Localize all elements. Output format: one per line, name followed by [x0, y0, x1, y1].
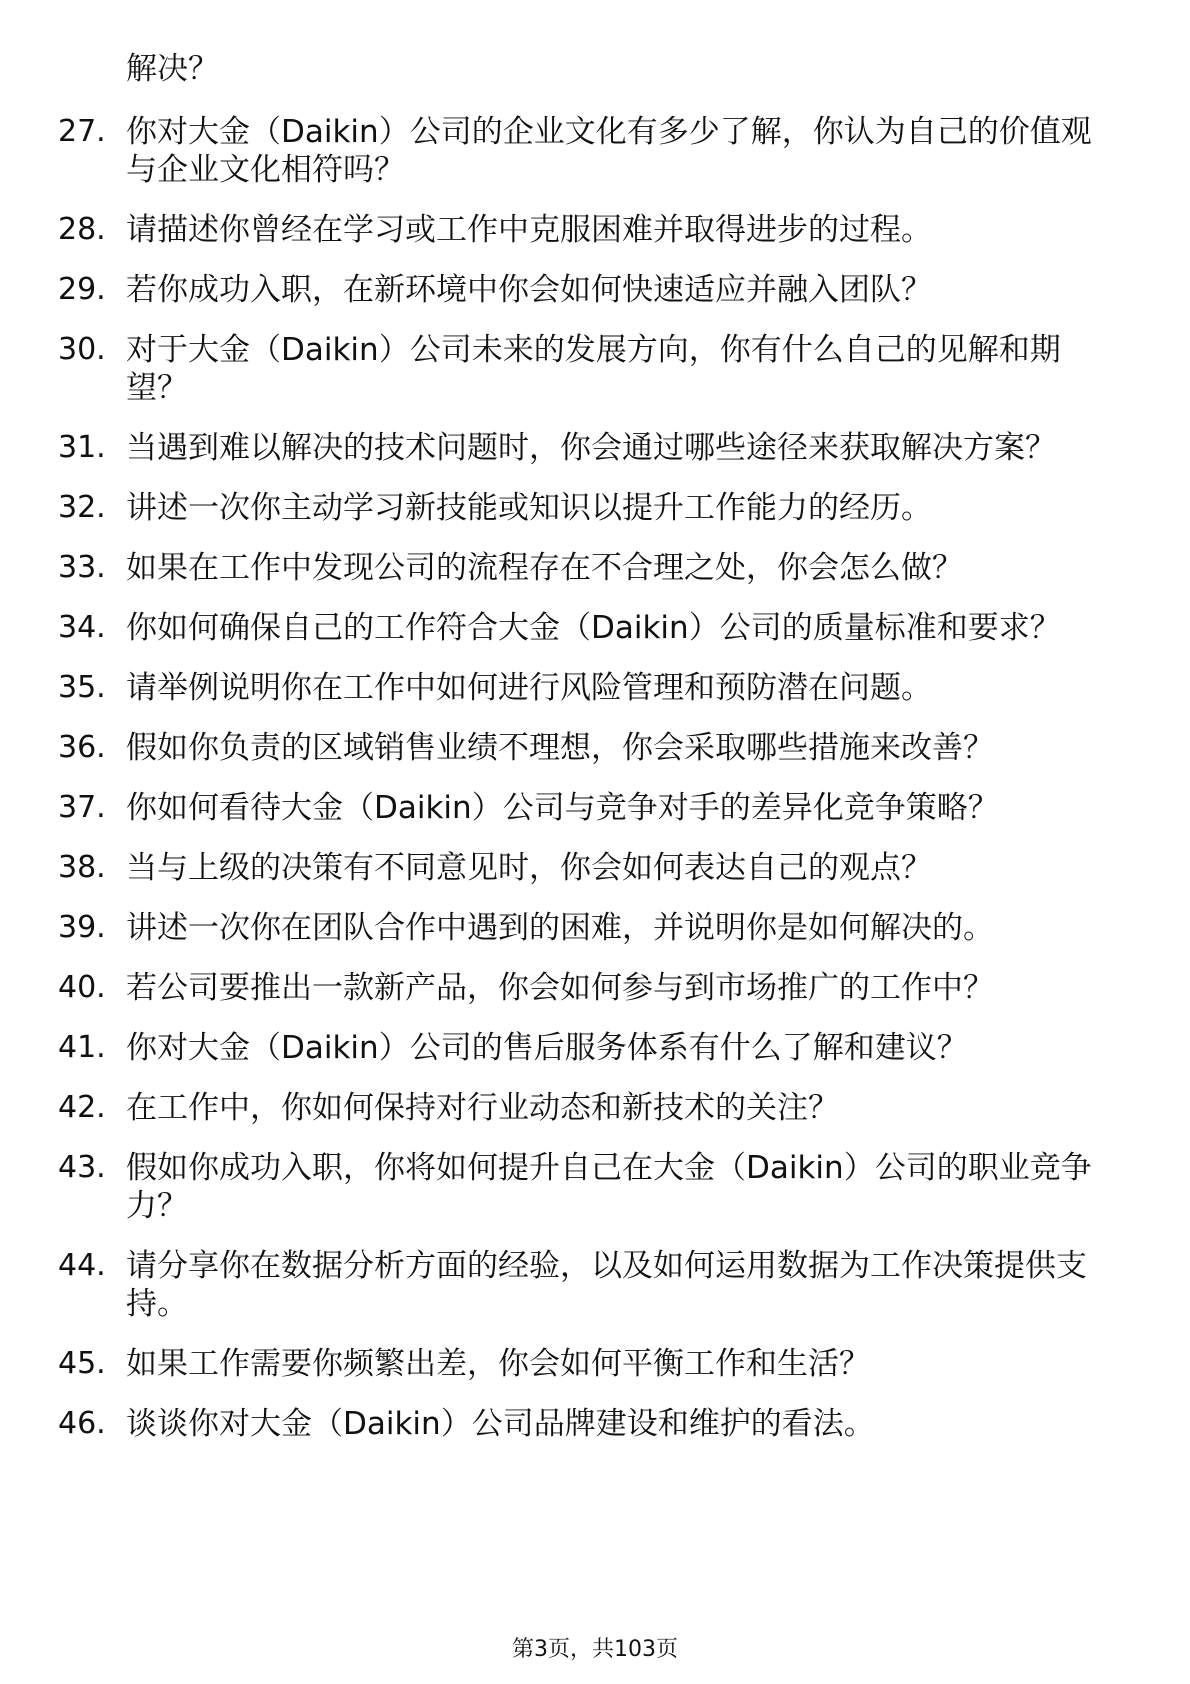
question-text: 你如何确保自己的工作符合大金（Daikin）公司的质量标准和要求？ [126, 610, 1061, 646]
list-item [0, 113, 1190, 189]
question-text: 请分享你在数据分析方面的经验，以及如何运用数据为工作决策提供支持。 [126, 1248, 1087, 1322]
question-list [0, 113, 1190, 1465]
list-item [0, 429, 1190, 467]
question-number: 43. [58, 1150, 106, 1185]
list-item [0, 789, 1190, 827]
continued-question-text: 解决？ [126, 51, 219, 87]
list-item [0, 489, 1190, 527]
list-item [0, 1149, 1190, 1225]
question-text: 若你成功入职，在新环境中你会如何快速适应并融入团队？ [126, 272, 932, 308]
question-text: 讲述一次你主动学习新技能或知识以提升工作能力的经历。 [126, 490, 932, 526]
list-item [0, 331, 1190, 407]
question-number: 45. [58, 1346, 106, 1381]
question-text: 你对大金（Daikin）公司的企业文化有多少了解，你认为自己的价值观与企业文化相符吗？ [126, 114, 1092, 188]
list-item [0, 1247, 1190, 1323]
list-item [0, 909, 1190, 947]
question-number: 28. [58, 212, 106, 247]
list-item [0, 549, 1190, 587]
question-number: 31. [58, 430, 106, 465]
question-number: 42. [58, 1090, 106, 1125]
list-item [0, 211, 1190, 249]
question-number: 41. [58, 1030, 106, 1065]
list-item [0, 969, 1190, 1007]
question-number: 27. [58, 114, 106, 149]
page-indicator: 第3页，共103页 [512, 1637, 678, 1662]
list-item [0, 849, 1190, 887]
question-number: 37. [58, 790, 106, 825]
list-item [0, 669, 1190, 707]
question-text: 如果工作需要你频繁出差，你会如何平衡工作和生活？ [126, 1346, 870, 1382]
question-text: 在工作中，你如何保持对行业动态和新技术的关注？ [126, 1090, 839, 1126]
question-number: 36. [58, 730, 106, 765]
question-text: 若公司要推出一款新产品，你会如何参与到市场推广的工作中？ [126, 970, 994, 1006]
question-number: 44. [58, 1248, 106, 1283]
question-number: 35. [58, 670, 106, 705]
list-item [0, 729, 1190, 767]
question-text: 当遇到难以解决的技术问题时，你会通过哪些途径来获取解决方案？ [126, 430, 1056, 466]
question-number: 34. [58, 610, 106, 645]
question-number: 29. [58, 272, 106, 307]
question-text: 对于大金（Daikin）公司未来的发展方向，你有什么自己的见解和期望？ [126, 332, 1061, 406]
question-text: 假如你负责的区域销售业绩不理想，你会采取哪些措施来改善？ [126, 730, 994, 766]
question-number: 30. [58, 332, 106, 367]
question-number: 39. [58, 910, 106, 945]
list-item [0, 1405, 1190, 1443]
question-number: 46. [58, 1406, 106, 1441]
question-number: 38. [58, 850, 106, 885]
question-number: 33. [58, 550, 106, 585]
question-number: 40. [58, 970, 106, 1005]
question-text: 请描述你曾经在学习或工作中克服困难并取得进步的过程。 [126, 212, 932, 248]
question-text: 当与上级的决策有不同意见时，你会如何表达自己的观点？ [126, 850, 932, 886]
list-item [0, 1029, 1190, 1067]
list-item [0, 271, 1190, 309]
question-text: 谈谈你对大金（Daikin）公司品牌建设和维护的看法。 [126, 1406, 875, 1442]
question-text: 请举例说明你在工作中如何进行风险管理和预防潜在问题。 [126, 670, 932, 706]
question-number: 32. [58, 490, 106, 525]
question-text: 如果在工作中发现公司的流程存在不合理之处，你会怎么做？ [126, 550, 963, 586]
question-text: 假如你成功入职，你将如何提升自己在大金（Daikin）公司的职业竞争力？ [126, 1150, 1092, 1224]
question-text: 讲述一次你在团队合作中遇到的困难，并说明你是如何解决的。 [126, 910, 994, 946]
list-item [0, 609, 1190, 647]
question-text: 你对大金（Daikin）公司的售后服务体系有什么了解和建议？ [126, 1030, 968, 1066]
list-item [0, 1345, 1190, 1383]
question-text: 你如何看待大金（Daikin）公司与竞争对手的差异化竞争策略？ [126, 790, 999, 826]
list-item [0, 1089, 1190, 1127]
